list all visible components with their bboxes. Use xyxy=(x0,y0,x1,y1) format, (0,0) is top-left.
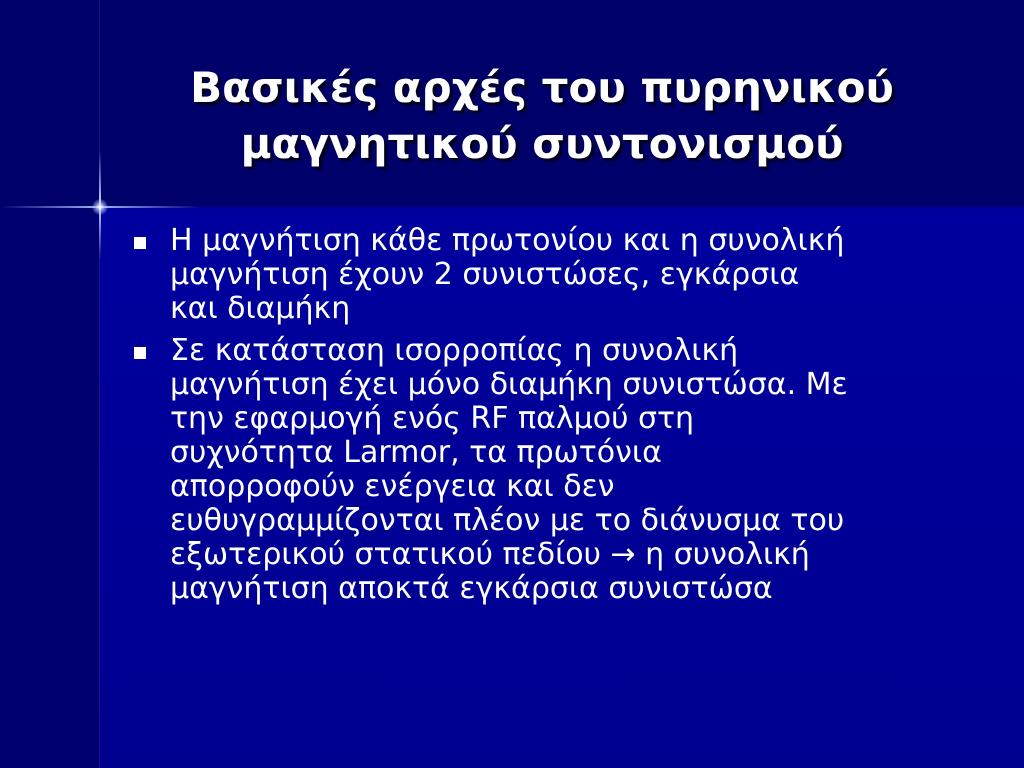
bullet-item xyxy=(130,224,970,326)
title-line: μαγνητικού συντονισμού xyxy=(240,119,844,168)
star-flare-core xyxy=(92,199,108,215)
square-bullet-icon xyxy=(134,347,146,359)
left-band xyxy=(0,207,100,768)
bullet-item xyxy=(130,334,970,606)
bullet-text-line: ευθυγραμμίζονται πλέον με το διάνυσμα του xyxy=(170,503,845,538)
square-bullet-icon xyxy=(134,237,146,249)
bullet-text-line: συχνότητα Larmor, τα πρωτόνια xyxy=(170,435,662,470)
bullet-text-line: την εφαρμογή ενός RF παλμού στη xyxy=(170,401,695,436)
slide-title xyxy=(100,60,984,172)
bullet-text-line: απορροφούν ενέργεια και δεν xyxy=(170,469,615,504)
bullet-text-line: μαγνήτιση έχει μόνο διαμήκη συνιστώσα. Με xyxy=(170,367,848,402)
bullet-list xyxy=(130,224,970,614)
bullet-text-line: μαγνήτιση αποκτά εγκάρσια συνιστώσα xyxy=(170,571,773,606)
bullet-text-line: εξωτερικού στατικού πεδίου → η συνολική xyxy=(170,537,810,572)
bullet-text-line: και διαμήκη xyxy=(170,291,351,326)
bullet-text-line: Σε κατάσταση ισορροπίας η συνολική xyxy=(170,333,739,368)
bullet-text-line: Η μαγνήτιση κάθε πρωτονίου και η συνολική xyxy=(170,223,845,258)
bullet-text-line: μαγνήτιση έχουν 2 συνιστώσες, εγκάρσια xyxy=(170,257,800,292)
title-line: Βασικές αρχές του πυρηνικού xyxy=(190,63,894,112)
